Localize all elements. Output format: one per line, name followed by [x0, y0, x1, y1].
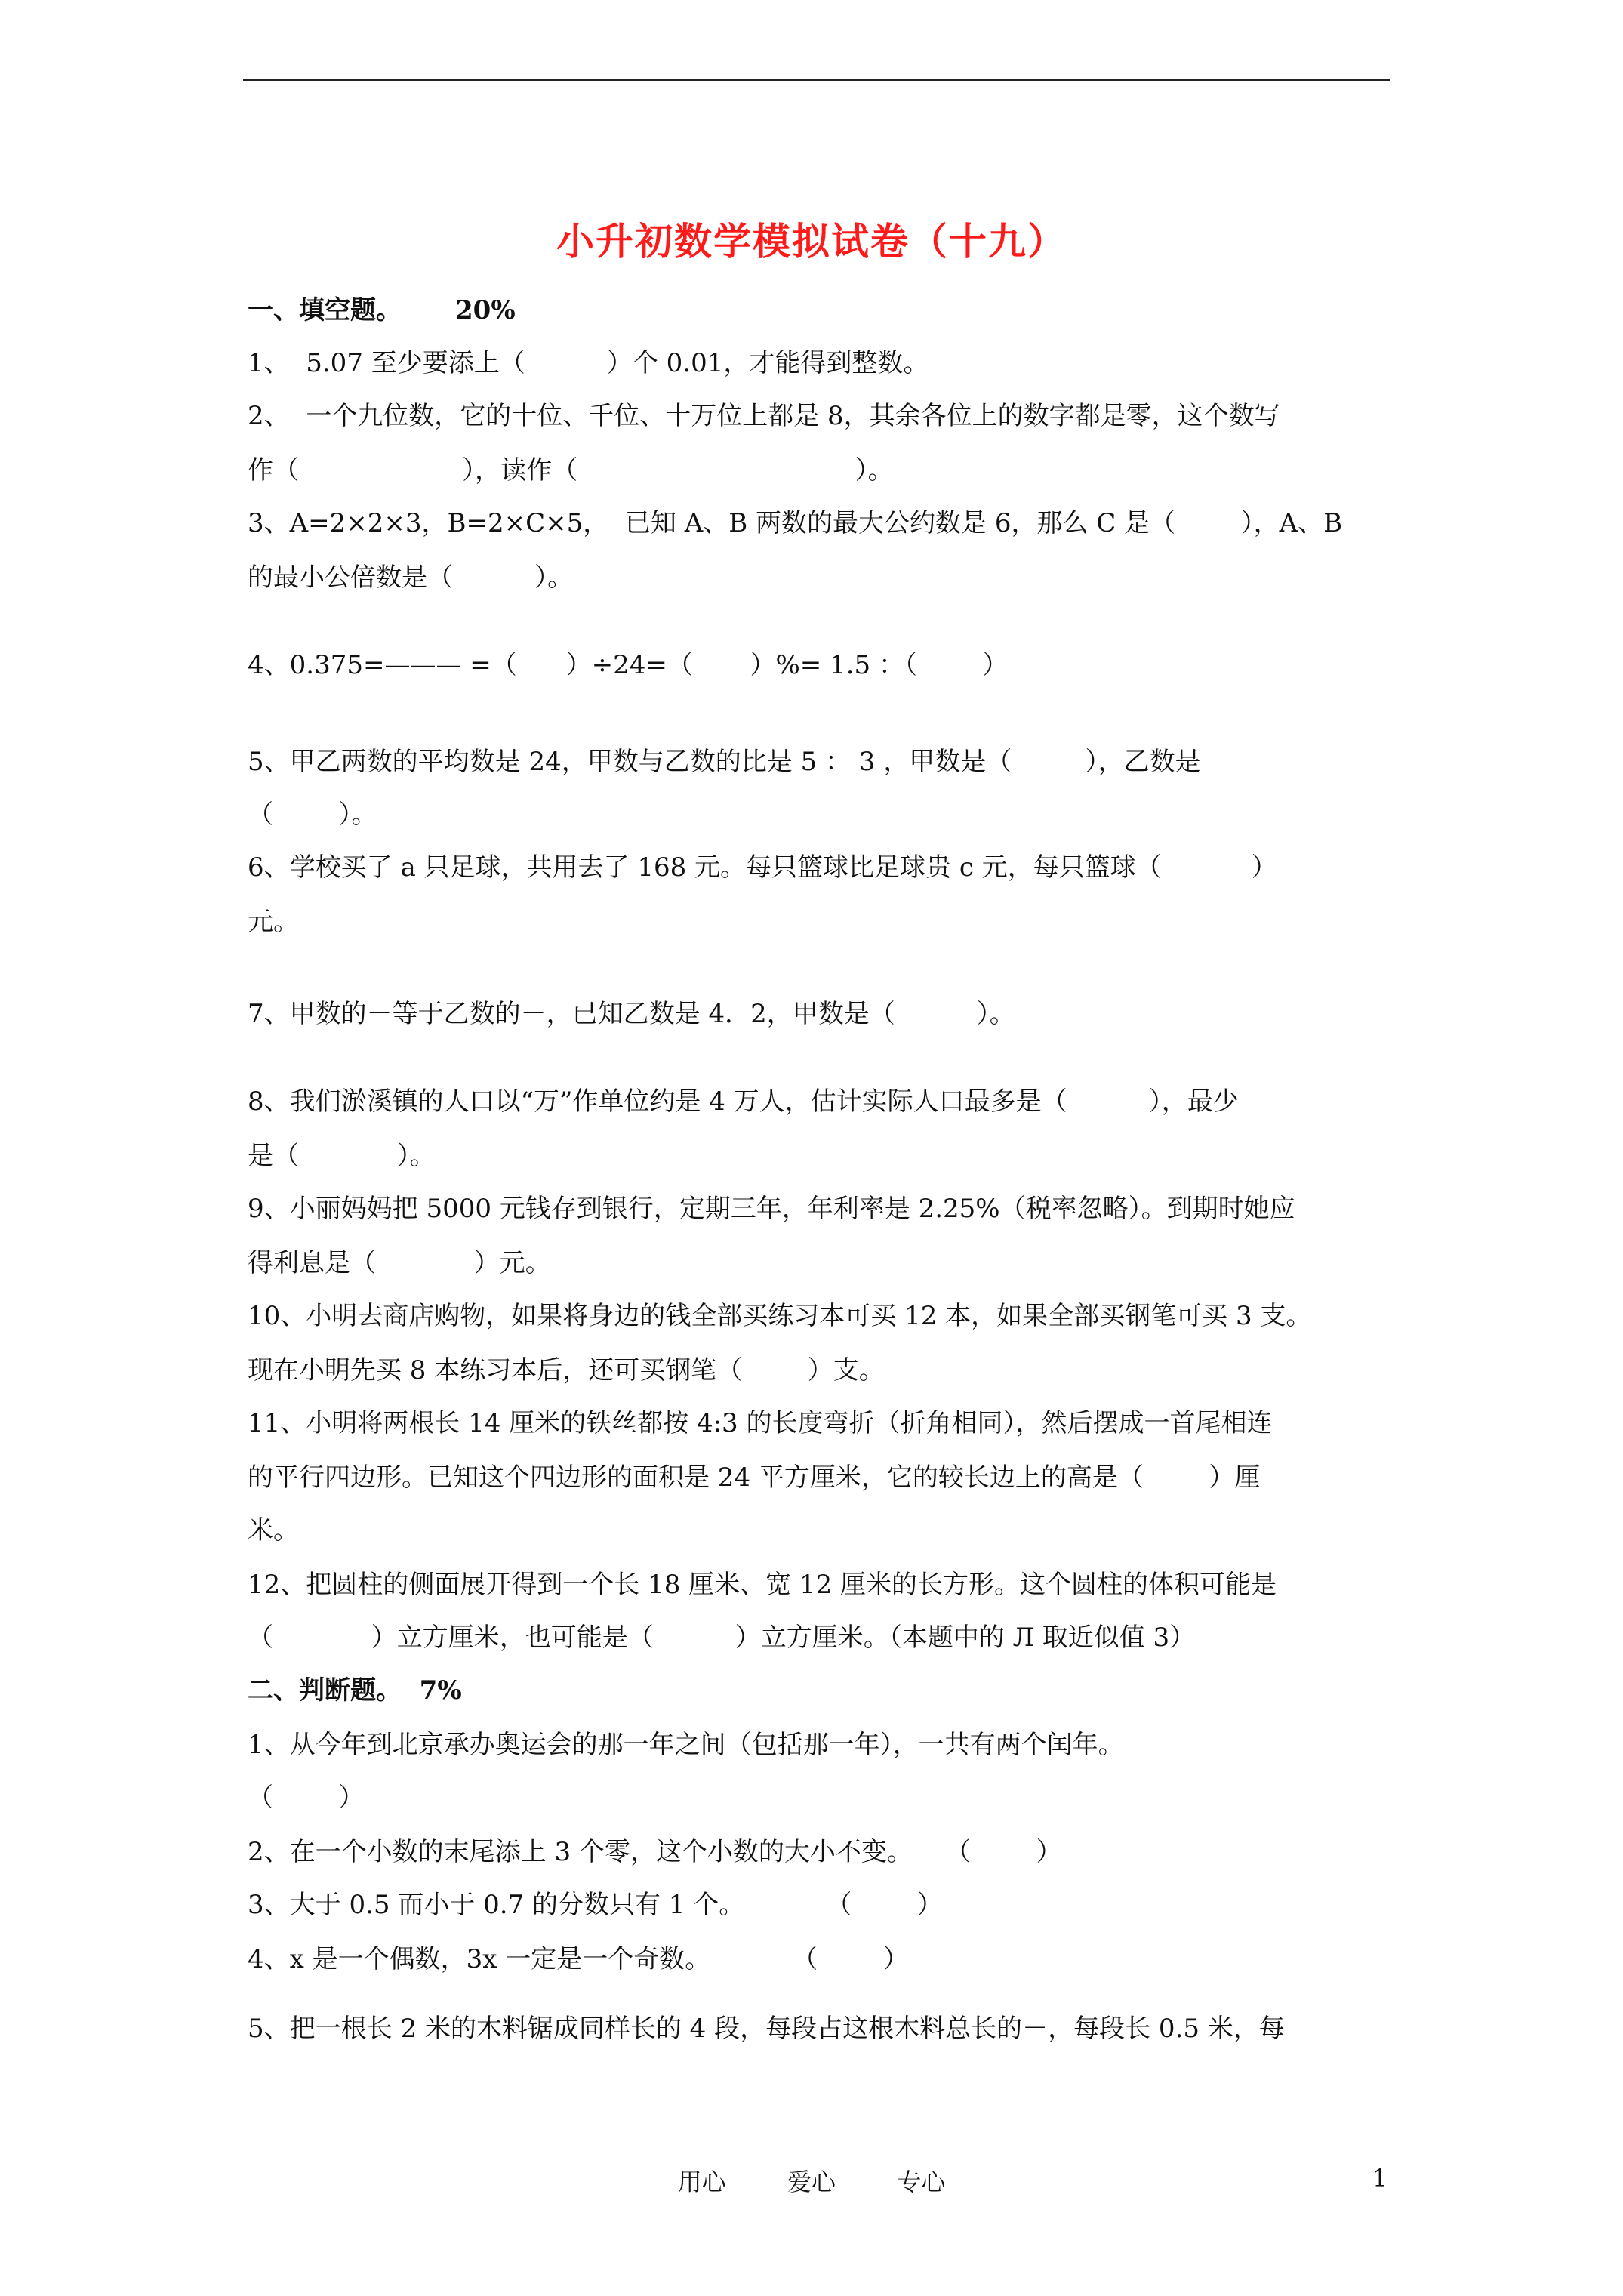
question-line: 9、小丽妈妈把 5000 元钱存到银行，定期三年，年利率是 2.25%（税率忽略）。到期时她应 [248, 1194, 1295, 1224]
question-line: 米。 [248, 1515, 299, 1546]
section-heading: 二、判断题。 7% [248, 1675, 462, 1706]
question-line: （ ）立方厘米，也可能是（ ）立方厘米。（本题中的 Л 取近似值 3） [248, 1623, 1196, 1653]
question-line: 1、 5.07 至少要添上（ ）个 0.01，才能得到整数。 [248, 348, 929, 378]
question-line: 4、x 是一个偶数，3x 一定是一个奇数。 （ ） [248, 1944, 909, 1974]
question-line: 6、学校买了 a 只足球，共用去了 168 元。每只篮球比足球贵 c 元，每只篮球（ ） [248, 852, 1277, 883]
question-line: 5、把一根长 2 米的木料锯成同样长的 4 段，每段占这根木料总长的－，每段长 0.5 米，每 [248, 2014, 1285, 2044]
question-line: 7、甲数的－等于乙数的－，已知乙数是 4．2，甲数是（ ）。 [248, 999, 1015, 1029]
question-line: 是（ ）。 [248, 1141, 436, 1171]
question-line: 8、我们淤溪镇的人口以“万”作单位约是 4 万人，估计实际人口最多是（ ），最少 [248, 1086, 1239, 1117]
top-rule [243, 79, 1390, 81]
question-line: 的最小公倍数是（ ）。 [248, 562, 574, 593]
question-line: 得利息是（ ）元。 [248, 1248, 551, 1278]
section-heading: 一、填空题。 20% [248, 295, 516, 325]
question-line: （ ） [248, 1783, 365, 1813]
question-line: 2、 一个九位数，它的十位、千位、十万位上都是 8，其余各位上的数字都是零，这个数写 [248, 401, 1280, 431]
question-line: 4、0.375=——— =（ ）÷24=（ ）%= 1.5 ：（ ） [248, 650, 1009, 680]
question-line: 5、甲乙两数的平均数是 24，甲数与乙数的比是 5 ： 3 ，甲数是（ ），乙数是 [248, 747, 1201, 777]
question-line: 作（ ），读作（ ）。 [248, 455, 894, 485]
question-line: 元。 [248, 907, 299, 937]
question-line: 3、A=2×2×3，B=2×C×5， 已知 A、B 两数的最大公约数是 6，那么 C 是（ ），A、B [248, 508, 1343, 538]
question-line: 10、小明去商店购物，如果将身边的钱全部买练习本可买 12 本，如果全部买钢笔可买 3 支。 [248, 1301, 1312, 1331]
question-line: 现在小明先买 8 本练习本后，还可买钢笔（ ）支。 [248, 1355, 885, 1385]
question-line: 3、大于 0.5 而小于 0.7 的分数只有 1 个。 （ ） [248, 1890, 943, 1920]
question-line: 1、从今年到北京承办奥运会的那一年之间（包括那一年），一共有两个闰年。 [248, 1730, 1124, 1760]
question-line: 12、把圆柱的侧面展开得到一个长 18 厘米、宽 12 厘米的长方形。这个圆柱的体积可能是 [248, 1570, 1277, 1600]
question-line: 2、在一个小数的末尾添上 3 个零，这个小数的大小不变。 （ ） [248, 1837, 1062, 1867]
page-number: 1 [1372, 2164, 1388, 2193]
question-line: 11、小明将两根长 14 厘米的铁丝都按 4:3 的长度弯折（折角相同），然后摆成一首尾相连 [248, 1408, 1273, 1438]
page-title: 小升初数学模拟试卷（十九） [556, 219, 1067, 264]
question-line: 的平行四边形。已知这个四边形的面积是 24 平方厘米，它的较长边上的高是（ ）厘 [248, 1462, 1261, 1493]
footer-motto: 用心 爱心 专心 [677, 2168, 946, 2196]
question-line: （ ）。 [248, 800, 377, 830]
